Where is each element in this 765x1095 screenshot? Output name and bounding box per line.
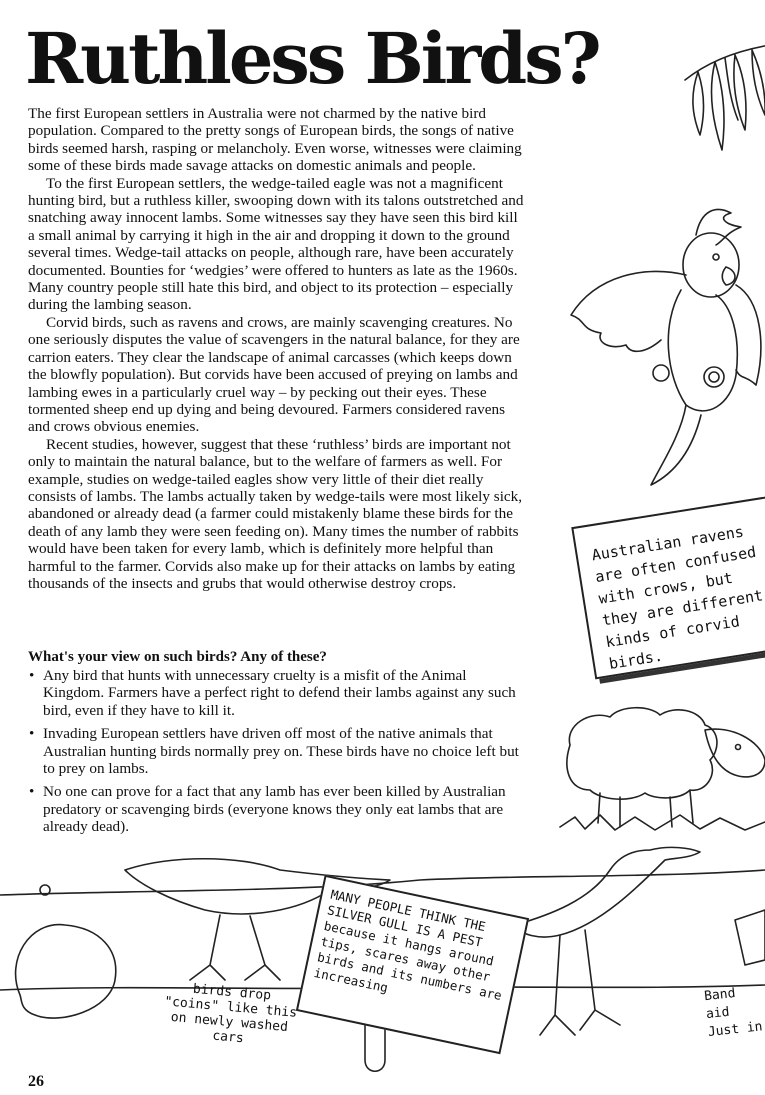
- right-gull: [515, 847, 700, 937]
- crest: [696, 209, 741, 245]
- article-body: [28, 105, 528, 592]
- list-item: • Invading European settlers have driven off most of the native animals that Australian hunting birds normally prey on. These birds have no choice left but to prey on lambs.: [28, 725, 528, 777]
- sheep-illustration: [560, 705, 765, 835]
- right-wing: [736, 285, 761, 385]
- discussion-question: What's your view on such birds? Any of these?: [28, 649, 327, 665]
- page-title: Ruthless Birds?: [25, 17, 599, 100]
- coins-caption: birds drop "coins" like this on newly washed cars: [163, 981, 298, 1047]
- beak: [722, 267, 735, 285]
- paragraph: The first European settlers in Australia were not charmed by the native bird population. Compared to the pretty songs of European birds, the songs of native birds seemed harsh, rasping or melancholy. Even worse, witnesses were claiming some of these birds made savage attacks on domestic animals and people.: [28, 105, 522, 175]
- raven-fact-note: [571, 495, 765, 680]
- body: [668, 290, 737, 411]
- list-item: • Any bird that hunts with unnecessary cruelty is a misfit of the Animal Kingdom. Farmers have a perfect right to defend their lambs against any such bird, even if they have to kill it.: [28, 667, 528, 719]
- tail: [651, 405, 701, 485]
- paragraph: Corvid birds, such as ravens and crows, are mainly scavenging creatures. No one seriously disputes the value of scavengers in the natural balance, for they are carrion eaters. They clear the landscape of animal carcasses (which keeps down the blowfly population). But corvids have been accused of preying on lambs and lambing ewes in a particularly cruel way – by pecking out their eyes. These tormented sheep end up dying and being devoured. Farmers considered ravens and crows obvious enemies.: [28, 313, 520, 436]
- paragraph: Recent studies, however, suggest that these ‘ruthless’ birds are important not only to maintain the natural balance, but to the welfare of farmers as well. For example, studies on wedge-tailed eagles show very little of their diet really consists of lambs. The lambs actually taken by wedge-tails were most likely sick, abandoned or already dead (a farmer could mistakenly blame these birds for the death of any lamb they were seen feeding on). Many times the number of rabbits would have been taken for every lamb, which is definitely more helpful than harmful to the farmer. Corvids also make up for their attacks on lambs by eating thousands of the insects and grubs that would otherwise destroy crops.: [28, 435, 523, 592]
- bandaid-caption: Band aid Just in: [703, 986, 764, 1040]
- list-item: • No one can prove for a fact that any lamb has ever been killed by Australian predatory or scavenging birds (everyone knows they only eat lambs that are already dead).: [28, 783, 528, 835]
- cockatoo-illustration: [566, 205, 765, 485]
- bandaid-sketch: [735, 910, 765, 965]
- page-number: 26: [28, 1073, 44, 1090]
- head: [705, 729, 765, 777]
- gull-note-text: MANY PEOPLE THINK THE SILVER GULL IS A PEST because it hangs around tips, scares away other birds and its numbers are increasing: [312, 886, 504, 1004]
- opinion-list: [28, 667, 528, 842]
- paragraph: To the first European settlers, the wedge-tailed eagle was not a magnificent hunting bird, but a ruthless killer, swooping down with its talons outstretched and snatching away innocent lambs. Some witnesses say they have seen this bird kill a small animal by carrying it high in the air and dropping it down to the ground several times. Wedge-tail attacks on people, although rare, have been accurately documented. Bounties for ‘wedgies’ were offered to hunters as late as the 1960s. Many country people still hate this bird, and object to its protection – especially during the lambing season.: [28, 174, 524, 314]
- gum-leaves-illustration: [680, 40, 765, 160]
- grass: [560, 815, 765, 830]
- bird-dropping: [16, 925, 116, 1019]
- raven-note-text: Australian ravens are often confused with crows, but they are different kinds of corvid birds.: [590, 522, 765, 673]
- fleece: [567, 708, 717, 799]
